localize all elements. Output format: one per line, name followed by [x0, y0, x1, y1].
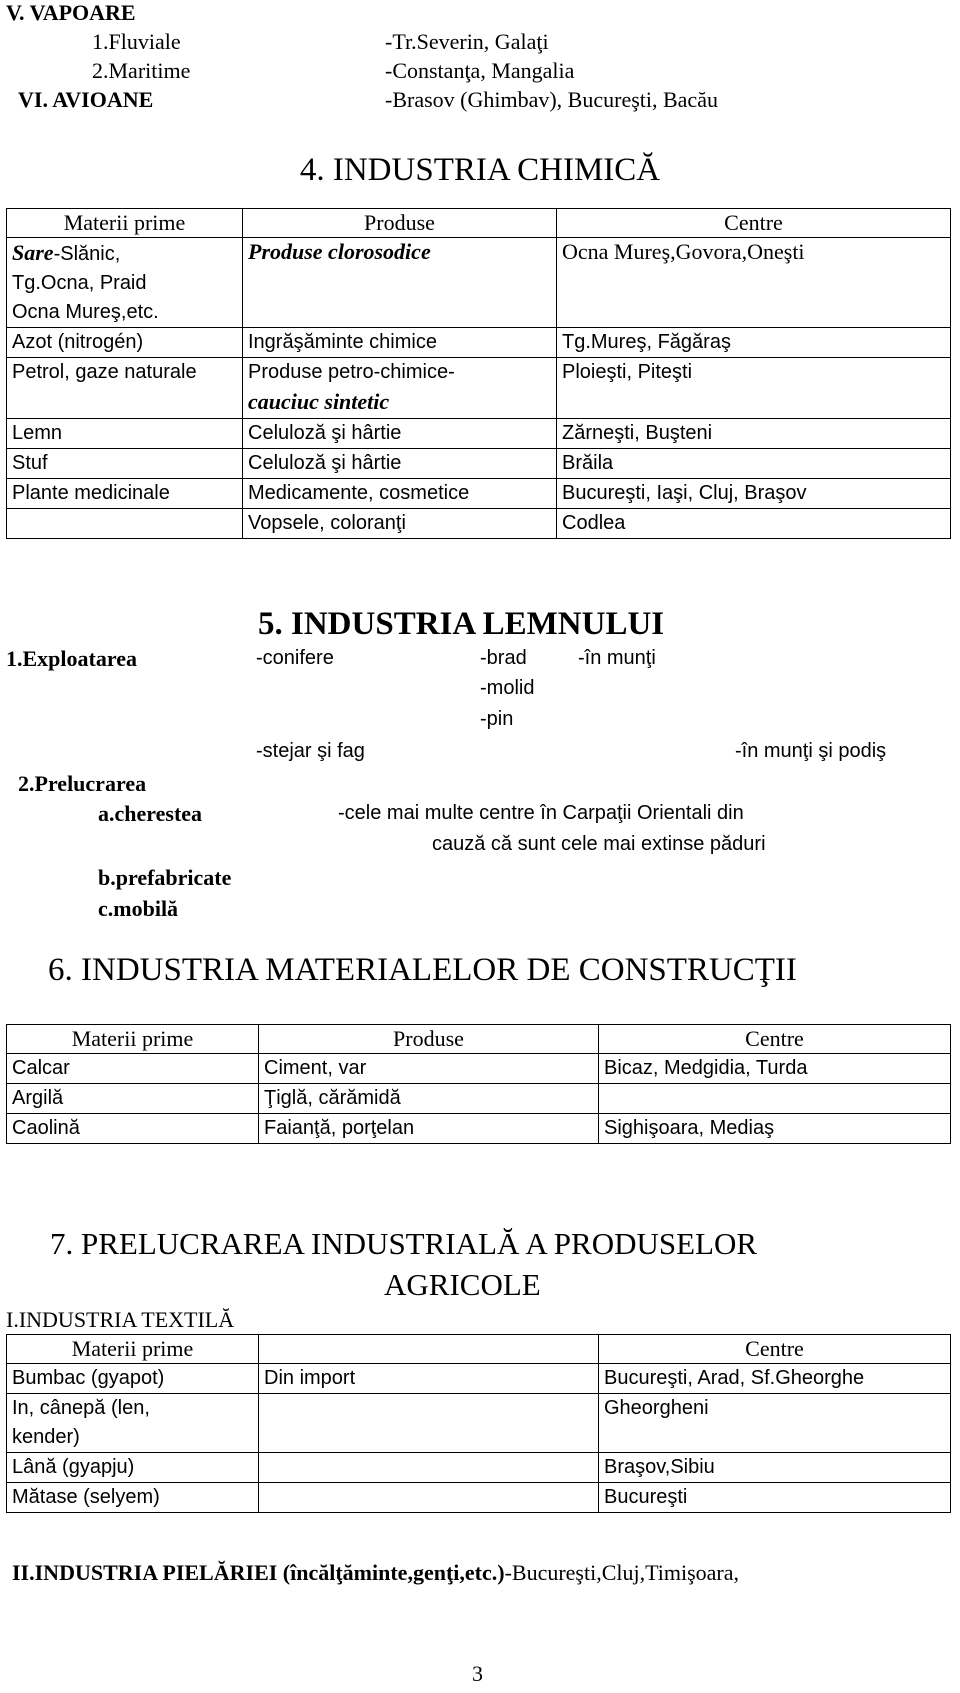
- table-row: [7, 1394, 951, 1453]
- table-row: [7, 1364, 951, 1394]
- mobila-label: c.mobilă: [98, 896, 179, 921]
- header-cell: Centre: [557, 209, 951, 238]
- table-row: [7, 449, 951, 479]
- table-cell: Ocna Mureş,Govora,Oneşti: [557, 238, 951, 328]
- conifere-label: -conifere: [256, 647, 334, 669]
- table-cell: Ingrăşăminte chimice: [243, 328, 557, 358]
- header-cell: Centre: [599, 1025, 951, 1054]
- table-header-row: [7, 1335, 951, 1364]
- header-cell: Produse: [243, 209, 557, 238]
- pielariei-centres: -Bucureşti,Cluj,Timişoara,: [504, 1560, 740, 1585]
- table-row: [7, 1114, 951, 1144]
- avioane-heading: VI. AVIOANE: [18, 87, 154, 112]
- chimica-title: 4. INDUSTRIA CHIMICĂ: [299, 152, 661, 188]
- maritime-label: 2.Maritime: [92, 58, 191, 83]
- table-cell: Ciment, var: [259, 1054, 599, 1084]
- table-cell: Faianţă, porţelan: [259, 1114, 599, 1144]
- fluviale-label: 1.Fluviale: [92, 29, 181, 54]
- table-cell: Caolină: [7, 1114, 259, 1144]
- header-cell: Materii prime: [7, 209, 243, 238]
- petrol-product-line1: Produse petro-chimice-: [248, 361, 455, 383]
- table-cell: [259, 1453, 599, 1483]
- table-row: [7, 358, 951, 419]
- table-cell: Bucureşti, Iaşi, Cluj, Braşov: [557, 479, 951, 509]
- table-cell: Braşov,Sibiu: [599, 1453, 951, 1483]
- table-cell: Ploieşti, Piteşti: [557, 358, 951, 419]
- header-cell: Materii prime: [7, 1025, 259, 1054]
- cherestea-desc-line1: -cele mai multe centre în Carpaţii Orientali din: [338, 802, 744, 824]
- table-cell: Sighişoara, Mediaş: [599, 1114, 951, 1144]
- exploatarea-label: 1.Exploatarea: [6, 646, 137, 671]
- vapoare-heading: V. VAPOARE: [6, 0, 136, 25]
- table-row: [7, 238, 951, 328]
- pielariei-line: [12, 1560, 739, 1585]
- table-header-row: [7, 1025, 951, 1054]
- table-cell: Ţiglă, cărămidă: [259, 1084, 599, 1114]
- table-cell: [7, 1394, 259, 1453]
- table-cell: Tg.Mureş, Făgăraş: [557, 328, 951, 358]
- table-cell: [599, 1084, 951, 1114]
- table-cell: Bucureşti: [599, 1483, 951, 1513]
- table-cell: Codlea: [557, 509, 951, 539]
- prefabricate-label: b.prefabricate: [98, 865, 232, 890]
- sare-line2: Tg.Ocna, Praid: [12, 272, 147, 294]
- table-cell: Celuloză şi hârtie: [243, 449, 557, 479]
- table-cell: Mătase (selyem): [7, 1483, 259, 1513]
- table-cell: [259, 1483, 599, 1513]
- header-cell: Centre: [599, 1335, 951, 1364]
- table-cell: Lână (gyapju): [7, 1453, 259, 1483]
- pielariei-heading: II.INDUSTRIA PIELĂRIEI (încălţăminte,genţi,etc.): [12, 1560, 505, 1585]
- table-cell: Din import: [259, 1364, 599, 1394]
- table-cell: Zărneşti, Buşteni: [557, 419, 951, 449]
- header-cell: Produse: [259, 1025, 599, 1054]
- avioane-value: -Brasov (Ghimbav), Bucureşti, Bacău: [385, 87, 718, 112]
- table-cell: Brăila: [557, 449, 951, 479]
- prelucrarea-label: 2.Prelucrarea: [18, 771, 147, 796]
- table-cell: [259, 1394, 599, 1453]
- table-header-row: [7, 209, 951, 238]
- petrol-product-line2: cauciuc sintetic: [248, 389, 390, 414]
- table-cell: Plante medicinale: [7, 479, 243, 509]
- header-cell: Materii prime: [7, 1335, 259, 1364]
- table-cell: Celuloză şi hârtie: [243, 419, 557, 449]
- molid-label: -molid: [480, 677, 535, 699]
- table-cell: Medicamente, cosmetice: [243, 479, 557, 509]
- table-cell: Gheorgheni: [599, 1394, 951, 1453]
- table-cell: Vopsele, coloranţi: [243, 509, 557, 539]
- table-cell: [7, 509, 243, 539]
- table-row: [7, 509, 951, 539]
- in-munti-label: -în munţi: [578, 647, 656, 669]
- sare-label: Sare: [12, 240, 54, 265]
- table-row: [7, 1084, 951, 1114]
- table-cell: Stuf: [7, 449, 243, 479]
- table-row: [7, 328, 951, 358]
- brad-label: -brad: [480, 647, 527, 669]
- agricole-title-line2: AGRICOLE: [384, 1267, 541, 1302]
- table-row: [7, 1453, 951, 1483]
- table-cell: Azot (nitrogén): [7, 328, 243, 358]
- table-cell: Bicaz, Medgidia, Turda: [599, 1054, 951, 1084]
- stejar-label: -stejar şi fag: [256, 740, 365, 762]
- sare-rest: -Slănic,: [53, 243, 121, 265]
- cherestea-desc-line2: cauză că sunt cele mai extinse păduri: [432, 833, 766, 855]
- table-cell: [243, 358, 557, 419]
- lemnului-title: 5. INDUSTRIA LEMNULUI: [258, 606, 665, 642]
- table-row: [7, 479, 951, 509]
- constructii-title: 6. INDUSTRIA MATERIALELOR DE CONSTRUCŢII: [48, 952, 797, 988]
- table-cell: Bumbac (gyapot): [7, 1364, 259, 1394]
- chimica-table: [6, 208, 951, 539]
- table-row: [7, 1054, 951, 1084]
- constructii-table: [6, 1024, 951, 1144]
- cherestea-label: a.cherestea: [98, 801, 203, 826]
- maritime-value: -Constanţa, Mangalia: [385, 58, 575, 83]
- header-cell: [259, 1335, 599, 1364]
- sare-line3: Ocna Mureş,etc.: [12, 301, 159, 323]
- textila-heading: I.INDUSTRIA TEXTILĂ: [6, 1307, 235, 1332]
- table-cell: Calcar: [7, 1054, 259, 1084]
- table-cell: Argilă: [7, 1084, 259, 1114]
- in-line2: kender): [12, 1426, 80, 1448]
- table-row: [7, 419, 951, 449]
- in-line1: In, cânepă (len,: [12, 1397, 150, 1419]
- table-cell: Bucureşti, Arad, Sf.Gheorghe: [599, 1364, 951, 1394]
- in-munti-podis-label: -în munţi şi podiş: [735, 740, 887, 762]
- fluviale-value: -Tr.Severin, Galaţi: [385, 29, 549, 54]
- page-number: 3: [472, 1661, 483, 1686]
- table-cell: Produse clorosodice: [243, 238, 557, 328]
- agricole-title-line1: 7. PRELUCRAREA INDUSTRIALĂ A PRODUSELOR: [50, 1226, 758, 1261]
- textila-table: [6, 1334, 951, 1513]
- table-cell: Petrol, gaze naturale: [7, 358, 243, 419]
- table-row: [7, 1483, 951, 1513]
- pin-label: -pin: [480, 708, 514, 730]
- table-cell: Lemn: [7, 419, 243, 449]
- table-cell: [7, 238, 243, 328]
